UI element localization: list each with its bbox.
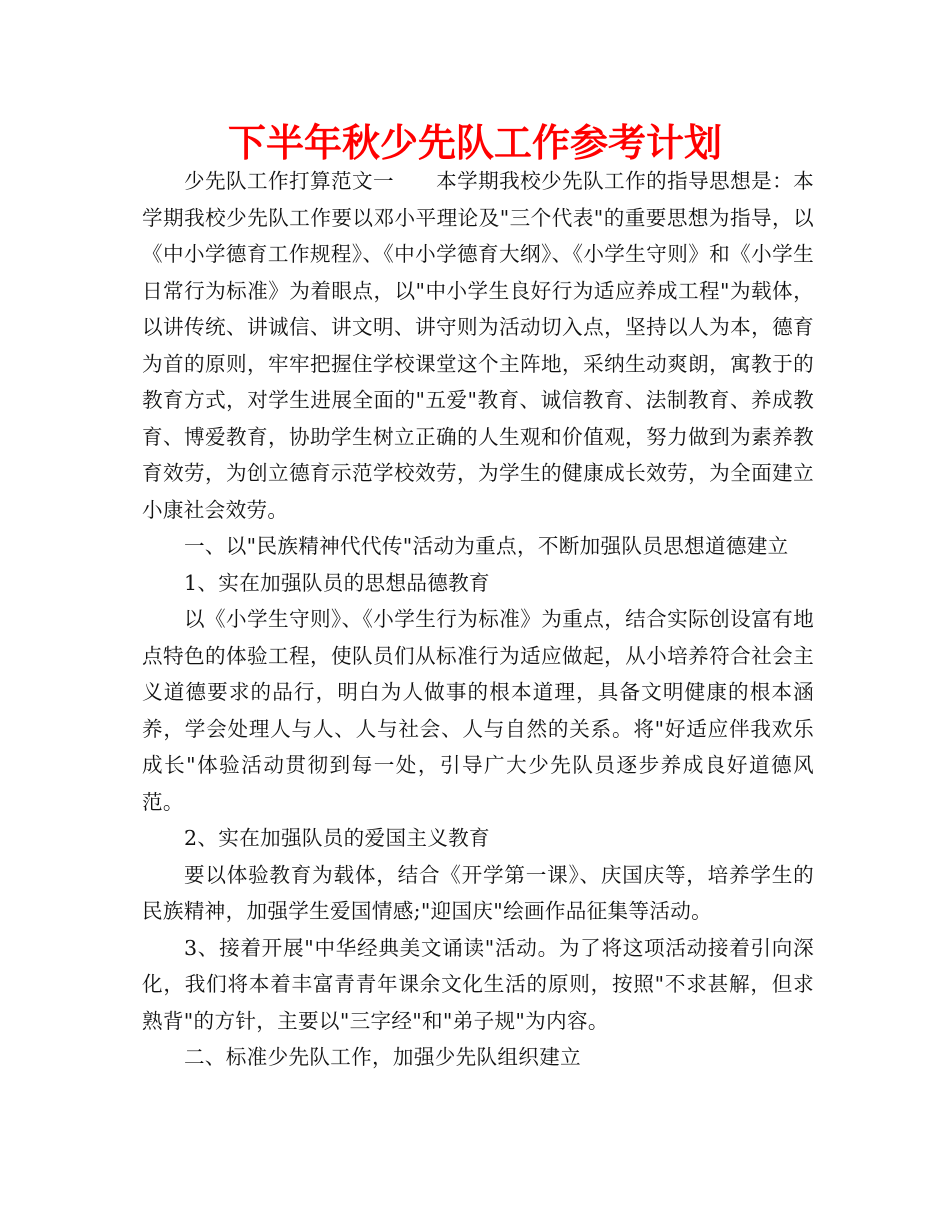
subsection-heading: 2、实在加强队员的爱国主义教育 <box>184 826 490 850</box>
intro-label: 少先队工作打算范文一 <box>184 169 394 193</box>
document-body <box>142 163 814 1076</box>
intro-paragraph <box>142 163 814 528</box>
document-title: 下半年秋少先队工作参考计划 <box>227 121 722 165</box>
paragraph: 3、接着开展"中华经典美文诵读"活动。为了将这项活动接着引向深化，我们将本着丰富青青年课余文化生活的原则，按照"不求甚解，但求熟背"的方针，主要以"三字经"和"弟子规"为内容。 <box>142 935 814 1033</box>
subsection-heading: 1、实在加强队员的思想品德教育 <box>184 570 490 595</box>
paragraph: 要以体验教育为载体，结合《开学第一课》、庆国庆等，培养学生的民族精神，加强学生爱国情感;"迎国庆"绘画作品征集等活动。 <box>142 862 814 923</box>
section-heading: 二、标准少先队工作，加强少先队组织建立 <box>184 1045 581 1069</box>
paragraph-text: 本学期我校少先队工作的指导思想是：本学期我校少先队工作要以邓小平理论及"三个代表"的重要思想为指导，以《中小学德育工作规程》、《中小学德育大纲》、《小学生守则》和《小学生日常行为标准》为着眼点，以"中小学生良好行为适应养成工程"为载体，以讲传统、讲诚信、讲文明、讲守则为活动切入点，坚持以人为本，德育为首的原则，牢牢把握住学校课堂这个主阵地，采纳生动爽朗，寓教于的教育方式，对学生进展全面的"五爱"教育、诚信教育、法制教育、养成教育、博爱教育，协助学生树立正确的人生观和价值观，努力做到为素养教育效劳，为创立德育示范学校效劳，为学生的健康成长效劳，为全面建立小康社会效劳。 <box>142 169 814 522</box>
section-heading: 一、以"民族精神代代传"活动为重点，不断加强队员思想道德建立 <box>184 534 789 558</box>
paragraph: 以《小学生守则》、《小学生行为标准》为重点，结合实际创设富有地点特色的体验工程，使队员们从标准行为适应做起，从小培养符合社会主义道德要求的品行，明白为人做事的根本道理，具备文明健康的根本涵养，学会处理人与人、人与社会、人与自然的关系。将"好适应伴我欢乐成长"体验活动贯彻到每一处，引导广大少先队员逐步养成良好道德风范。 <box>142 607 814 814</box>
